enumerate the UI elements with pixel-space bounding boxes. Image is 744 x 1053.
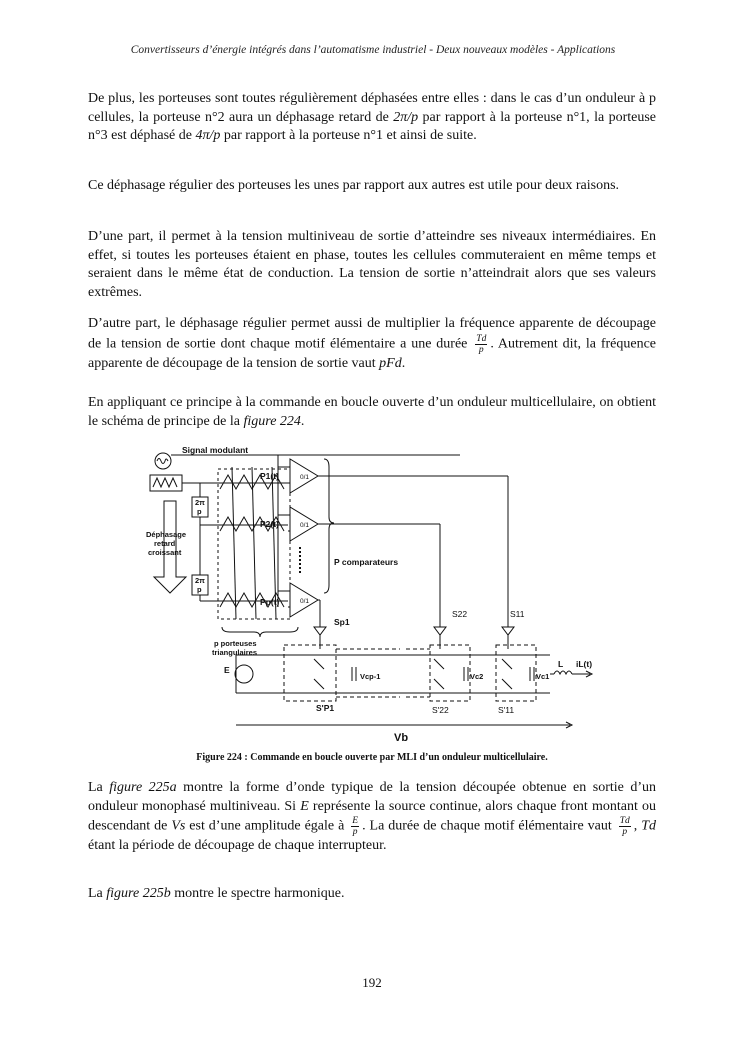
figure-caption: Figure 224 : Commande en boucle ouverte par MLI d’un onduleur multicellulaire.	[196, 752, 548, 763]
figure-reference-225b[interactable]: figure 225b	[106, 886, 171, 901]
label-sp1-prime: S'P1	[316, 703, 335, 713]
paragraph-second-reason	[88, 315, 656, 373]
fraction-td-over-p: $\frac{Td}{p}$	[476, 333, 487, 355]
label-zero-one-2: 0/1	[300, 522, 310, 529]
math-td: Td	[641, 818, 656, 834]
p4-text-c: .	[401, 355, 406, 371]
label-2pi-2: 2π	[195, 576, 205, 585]
paragraph-principle: En appliquant ce principe à la commande en boucle ouverte d’un onduleur multicellulaire, on obtient le schéma de principe de la figure 224.	[88, 395, 656, 429]
label-p1: P1(t)	[260, 471, 279, 481]
paragraph-two-reasons: Ce déphasage régulier des porteuses les unes par rapport aux autres est utile pour deux raisons.	[88, 178, 620, 193]
label-il: iL(t)	[576, 659, 593, 669]
label-dephasage: Déphasage	[146, 530, 187, 539]
label-pp: Pp(t)	[260, 597, 280, 607]
inductor-icon	[554, 671, 572, 674]
label-triangulaires: triangulaires	[212, 648, 258, 657]
label-vc2: Vc2	[470, 672, 484, 681]
fraction-e-over-p: $\frac{E}{p}$	[352, 816, 359, 838]
label-zero-one-p: 0/1	[300, 598, 310, 605]
running-header: Convertisseurs d’énergie intégrés dans l’automatisme industriel - Deux nouveaux modèles - Applications	[130, 44, 616, 56]
math-vs: Vs	[171, 818, 186, 834]
page-number: 192	[362, 975, 382, 990]
label-zero-one-1: 0/1	[300, 474, 310, 481]
fraction-td-over-p-2: $\frac{Td}{p}$	[619, 816, 630, 838]
paragraph-first-reason: D’une part, il permet à la tension multiniveau de sortie d’atteindre ses niveaux intermédiaires. En effet, si toutes les porteuses étaient en phase, toutes les cellules commuteraient en même temps et seraient dans le même état de conduction. La tension de sortie n’atteindrait alors que ses valeurs extrêmes.	[88, 229, 656, 300]
label-2pi-1: 2π	[195, 498, 205, 507]
paragraph-waveform: La figure 225a montre la forme d’onde typique de la tension découpée obtenue en sortie d’un onduleur monophasé multiniveau. Si E représente la source continue, alors chaque front montant ou descendant de Vs est d’une amplitude égale à $\frac{E}{p}$ . La durée de chaque motif élémentaire vaut $\frac{Td}{p}$ , Td étant la période de découpage de chaque interrupteur.	[88, 780, 657, 854]
paragraph-spectrum: La figure 225b montre le spectre harmonique.	[88, 886, 345, 901]
p4-text-a: D’autre part, le déphasage régulier permet aussi de multiplier la fréquence apparente de découpage de la tension de sortie dont chaque motif élémentaire a une durée	[88, 316, 656, 352]
label-p2: P2(t)	[260, 519, 279, 529]
p1-text-c: par rapport à la porteuse n°1 et ainsi de suite.	[220, 128, 477, 144]
p4-math-pfd: pFd	[379, 355, 402, 371]
figure-reference-225a[interactable]: figure 225a	[109, 780, 177, 795]
label-vb: Vb	[394, 732, 409, 744]
label-p-comparateurs: P comparateurs	[334, 557, 399, 567]
label-p-porteuses: p porteuses	[214, 639, 257, 648]
label-signal-modulant: Signal modulant	[182, 445, 249, 455]
label-s22-prime: S'22	[432, 705, 449, 715]
label-sp1: Sp1	[334, 617, 350, 627]
p4-text-b: . Autrement dit, la fréquence apparente de découpage de la tension de sortie vaut	[88, 336, 656, 371]
label-s11-prime: S'11	[498, 705, 515, 715]
p5-text-a: En appliquant ce principe à la commande en boucle ouverte d’un onduleur multicellulaire, on obtient le schéma de principe de la	[88, 395, 656, 429]
label-l: L	[558, 659, 564, 669]
label-vc1: Vc1	[536, 672, 550, 681]
label-vcp1: Vcp-1	[360, 672, 381, 681]
p1-math-4pi-p: 4π/p	[195, 128, 221, 144]
label-p-1: p	[197, 507, 202, 516]
figure-reference-224[interactable]: figure 224	[243, 413, 301, 429]
label-e: E	[224, 665, 230, 675]
label-p-2: p	[197, 585, 202, 594]
label-s22: S22	[452, 609, 468, 619]
dc-source-icon	[235, 665, 253, 683]
label-retard: retard	[154, 539, 176, 548]
paragraph-phase-shift	[88, 90, 656, 146]
label-croissant: croissant	[148, 548, 182, 557]
p1-text-b: par rapport à la porteuse n°1, la porteuse n°3 est déphasé de	[88, 109, 657, 144]
p1-math-2pi-p: 2π/p	[393, 109, 419, 125]
label-s11: S11	[510, 609, 525, 619]
schematic-diagram	[140, 443, 610, 763]
p1-text-a: De plus, les porteuses sont toutes régulièrement déphasées entre elles : dans le cas d’un onduleur à p cellules, la porteuse n°2 aura un déphasage retard de	[88, 91, 656, 125]
